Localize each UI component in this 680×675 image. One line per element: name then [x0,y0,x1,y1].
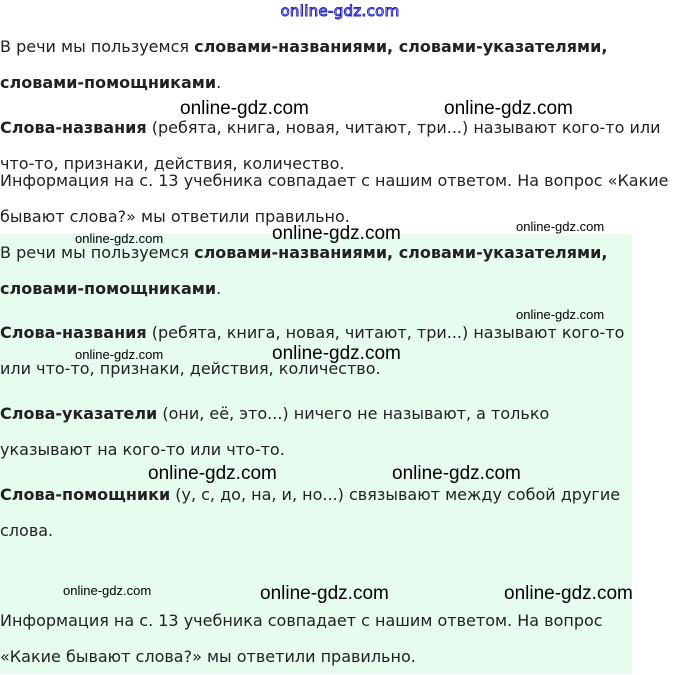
answer-helpers-paragraph [0,477,630,549]
watermark: online-gdz.com [260,583,389,604]
answer-helpers-term: Слова-помощники [0,485,171,504]
watermark: online-gdz.com [272,343,401,364]
answer-names-text: (ребята, книга, новая, читают, три...) называют кого-то или что-то, признаки, действия, количество. [0,323,625,378]
answer-names-term: Слова-названия [0,323,147,342]
names-term: Слова-названия [0,118,147,137]
watermark: online-gdz.com [516,219,605,234]
intro-prefix: В речи мы пользуемся [0,37,195,56]
watermark: online-gdz.com [444,98,573,119]
answer-intro-terms: словами-названиями, словами-указателями, словами-помощниками [0,243,608,298]
watermark: online-gdz.com [180,98,309,119]
watermark: online-gdz.com [272,223,401,244]
answer-helpers-text: (у, с, до, на, и, но...) связывают между собой другие слова. [0,485,621,540]
answer-intro-prefix: В речи мы пользуемся [0,243,195,262]
watermark: online-gdz.com [516,307,605,322]
watermark: online-gdz.com [75,347,164,362]
names-text: (ребята, книга, новая, читают, три...) называют кого-то или что-то, признаки, действия, количество. [0,118,661,173]
names-paragraph [0,110,680,173]
answer-intro-suffix: . [216,279,222,298]
watermark: online-gdz.com [148,463,277,484]
watermark: online-gdz.com [392,463,521,484]
watermark: online-gdz.com [75,231,164,246]
answer-info-paragraph: Информация на с. 13 учебника совпадает с нашим ответом. На вопрос «Какие бывают слова?» мы ответили правильно. [0,611,603,666]
answer-pointers-term: Слова-указатели [0,404,158,423]
answer-pointers-text: (они, её, это...) ничего не называют, а только указывают на кого-то или что-то. [0,404,550,459]
site-title: online-gdz.com [280,2,400,20]
watermark: online-gdz.com [504,583,633,604]
answer-pointers-paragraph [0,396,630,468]
intro-paragraph [0,29,680,101]
info-paragraph: Информация на с. 13 учебника совпадает с нашим ответом. На вопрос «Какие бывают слова?» мы ответили правильно. [0,171,669,226]
watermark: online-gdz.com [63,583,152,598]
intro-terms: словами-названиями, словами-указателями, словами-помощниками [0,37,608,92]
intro-suffix: . [216,73,222,92]
